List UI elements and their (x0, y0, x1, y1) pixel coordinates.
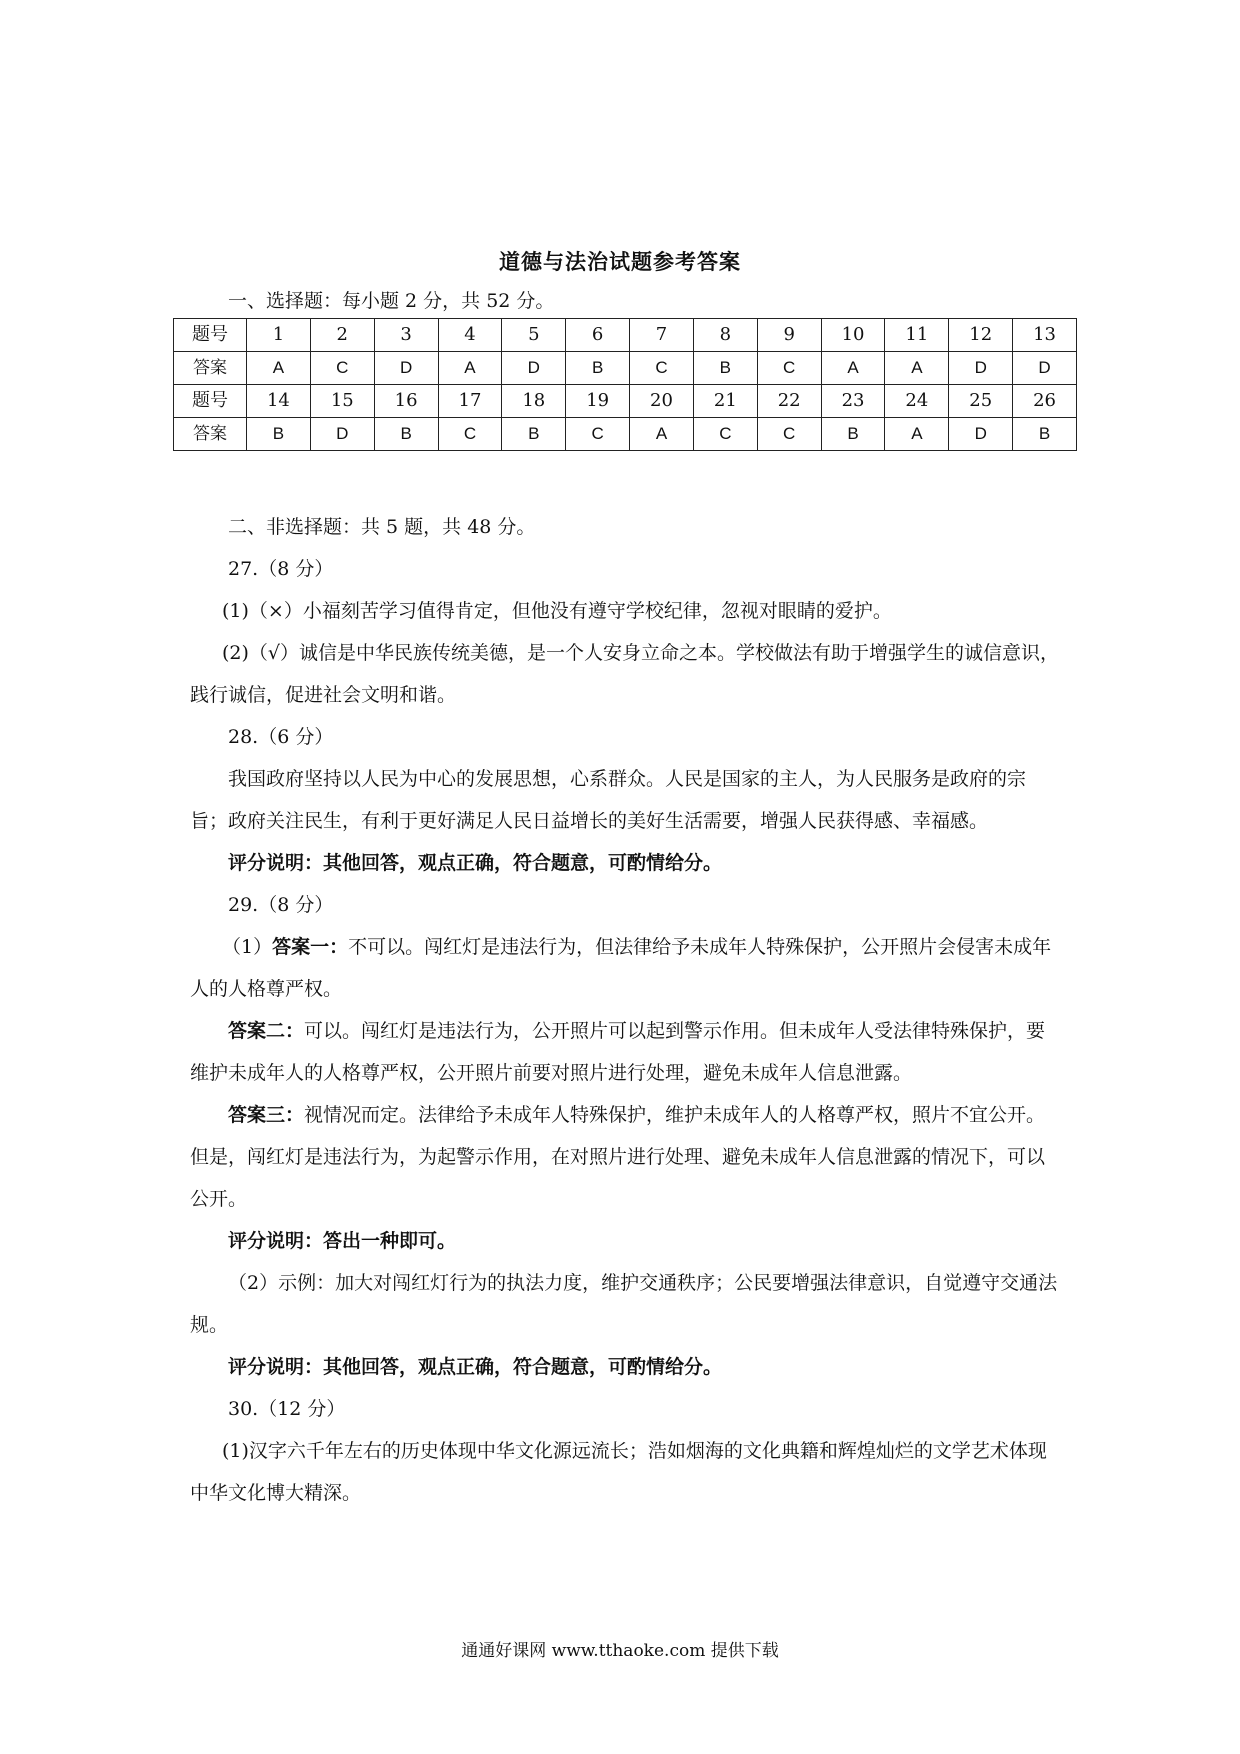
table-cell: D (949, 352, 1013, 385)
table-cell: 23 (821, 385, 885, 418)
q29-answer-2-text: 可以。闯红灯是违法行为，公开照片可以起到警示作用。但未成年人受法律特殊保护，要维护未成年人的人格尊严权，公开照片前要对照片进行处理，避免未成年人信息泄露。 (190, 1020, 1046, 1084)
table-cell: C (438, 418, 502, 451)
table-cell: B (1013, 418, 1077, 451)
table-cell: 10 (821, 319, 885, 352)
row-header-cell: 题号 (174, 319, 247, 352)
table-cell: 11 (885, 319, 949, 352)
q29-answer-1 (190, 926, 1060, 1010)
table-cell: 4 (438, 319, 502, 352)
question-number-row (174, 319, 1077, 352)
table-cell: B (693, 352, 757, 385)
table-cell: 19 (566, 385, 630, 418)
q29-scoring-note-2: 评分说明：其他回答，观点正确，符合题意，可酌情给分。 (228, 1356, 723, 1378)
table-cell: 17 (438, 385, 502, 418)
table-cell: 9 (757, 319, 821, 352)
table-cell: D (1013, 352, 1077, 385)
table-cell: A (438, 352, 502, 385)
table-cell: 26 (1013, 385, 1077, 418)
row-header-cell: 答案 (174, 418, 247, 451)
q28-scoring-note: 评分说明：其他回答，观点正确，符合题意，可酌情给分。 (228, 852, 723, 874)
table-cell: 6 (566, 319, 630, 352)
section-2-heading: 二、非选择题：共 5 题，共 48 分。 (228, 516, 536, 538)
table-cell: 24 (885, 385, 949, 418)
table-cell: 8 (693, 319, 757, 352)
table-cell: A (247, 352, 311, 385)
table-cell: A (821, 352, 885, 385)
q29-part2: （2）示例：加大对闯红灯行为的执法力度，维护交通秩序；公民要增强法律意识，自觉遵守交通法规。 (190, 1272, 1058, 1336)
table-cell: C (757, 418, 821, 451)
q29-scoring-note-1: 评分说明：答出一种即可。 (228, 1230, 457, 1252)
q29-answer-3-label: 答案三： (228, 1104, 305, 1126)
q29-answer-2-label: 答案二： (228, 1020, 305, 1042)
table-cell: 3 (374, 319, 438, 352)
q28-answer: 我国政府坚持以人民为中心的发展思想，心系群众。人民是国家的主人，为人民服务是政府的宗旨；政府关注民生，有利于更好满足人民日益增长的美好生活需要，增强人民获得感、幸福感。 (190, 768, 1027, 832)
row-header-cell: 答案 (174, 352, 247, 385)
q27-part2: (2)（√）诚信是中华民族传统美德，是一个人安身立命之本。学校做法有助于增强学生的诚信意识，践行诚信，促进社会文明和谐。 (190, 642, 1060, 706)
table-cell: D (310, 418, 374, 451)
table-cell: 20 (630, 385, 694, 418)
table-cell: C (757, 352, 821, 385)
section-1-heading: 一、选择题：每小题 2 分，共 52 分。 (228, 290, 555, 312)
table-cell: 18 (502, 385, 566, 418)
footer-download-note: 通通好课网 www.tthaoke.com 提供下载 (461, 1641, 779, 1661)
table-cell: 13 (1013, 319, 1077, 352)
q27-part1: (1)（×）小福刻苦学习值得肯定，但他没有遵守学校纪律，忽视对眼睛的爱护。 (222, 600, 892, 622)
table-cell: B (821, 418, 885, 451)
table-cell: D (374, 352, 438, 385)
q29-part1-prefix: （1） (222, 936, 273, 958)
table-cell: A (630, 418, 694, 451)
table-cell: C (310, 352, 374, 385)
answer-table (173, 318, 1077, 451)
table-cell: 2 (310, 319, 374, 352)
q27-heading: 27.（8 分） (228, 558, 334, 580)
question-number-row (174, 385, 1077, 418)
table-cell: 5 (502, 319, 566, 352)
table-cell: 21 (693, 385, 757, 418)
table-cell: 25 (949, 385, 1013, 418)
table-cell: 12 (949, 319, 1013, 352)
table-cell: C (630, 352, 694, 385)
q28-heading: 28.（6 分） (228, 726, 334, 748)
table-cell: B (502, 418, 566, 451)
table-cell: B (247, 418, 311, 451)
table-cell: 15 (310, 385, 374, 418)
row-header-cell: 题号 (174, 385, 247, 418)
q29-answer-3 (190, 1094, 1060, 1220)
answer-row (174, 352, 1077, 385)
q29-answer-2 (190, 1010, 1060, 1094)
table-cell: D (949, 418, 1013, 451)
table-cell: A (885, 352, 949, 385)
page-title: 道德与法治试题参考答案 (499, 249, 741, 274)
table-cell: 7 (630, 319, 694, 352)
q29-answer-1-label: 答案一： (272, 936, 349, 958)
table-cell: B (566, 352, 630, 385)
q30-part1: (1)汉字六千年左右的历史体现中华文化源远流长；浩如烟海的文化典籍和辉煌灿烂的文学艺术体现中华文化博大精深。 (190, 1440, 1047, 1504)
q30-heading: 30.（12 分） (228, 1398, 346, 1420)
answer-row (174, 418, 1077, 451)
q29-answer-3-text: 视情况而定。法律给予未成年人特殊保护，维护未成年人的人格尊严权，照片不宜公开。但是，闯红灯是违法行为，为起警示作用，在对照片进行处理、避免未成年人信息泄露的情况下，可以公开。 (190, 1104, 1046, 1210)
table-cell: 14 (247, 385, 311, 418)
table-cell: C (566, 418, 630, 451)
table-cell: D (502, 352, 566, 385)
q29-heading: 29.（8 分） (228, 894, 334, 916)
table-cell: 22 (757, 385, 821, 418)
table-cell: 16 (374, 385, 438, 418)
answer-body (190, 506, 1060, 1514)
table-cell: B (374, 418, 438, 451)
table-cell: A (885, 418, 949, 451)
q29-answer-1-text: 不可以。闯红灯是违法行为，但法律给予未成年人特殊保护，公开照片会侵害未成年人的人格尊严权。 (190, 936, 1052, 1000)
table-cell: C (693, 418, 757, 451)
table-cell: 1 (247, 319, 311, 352)
